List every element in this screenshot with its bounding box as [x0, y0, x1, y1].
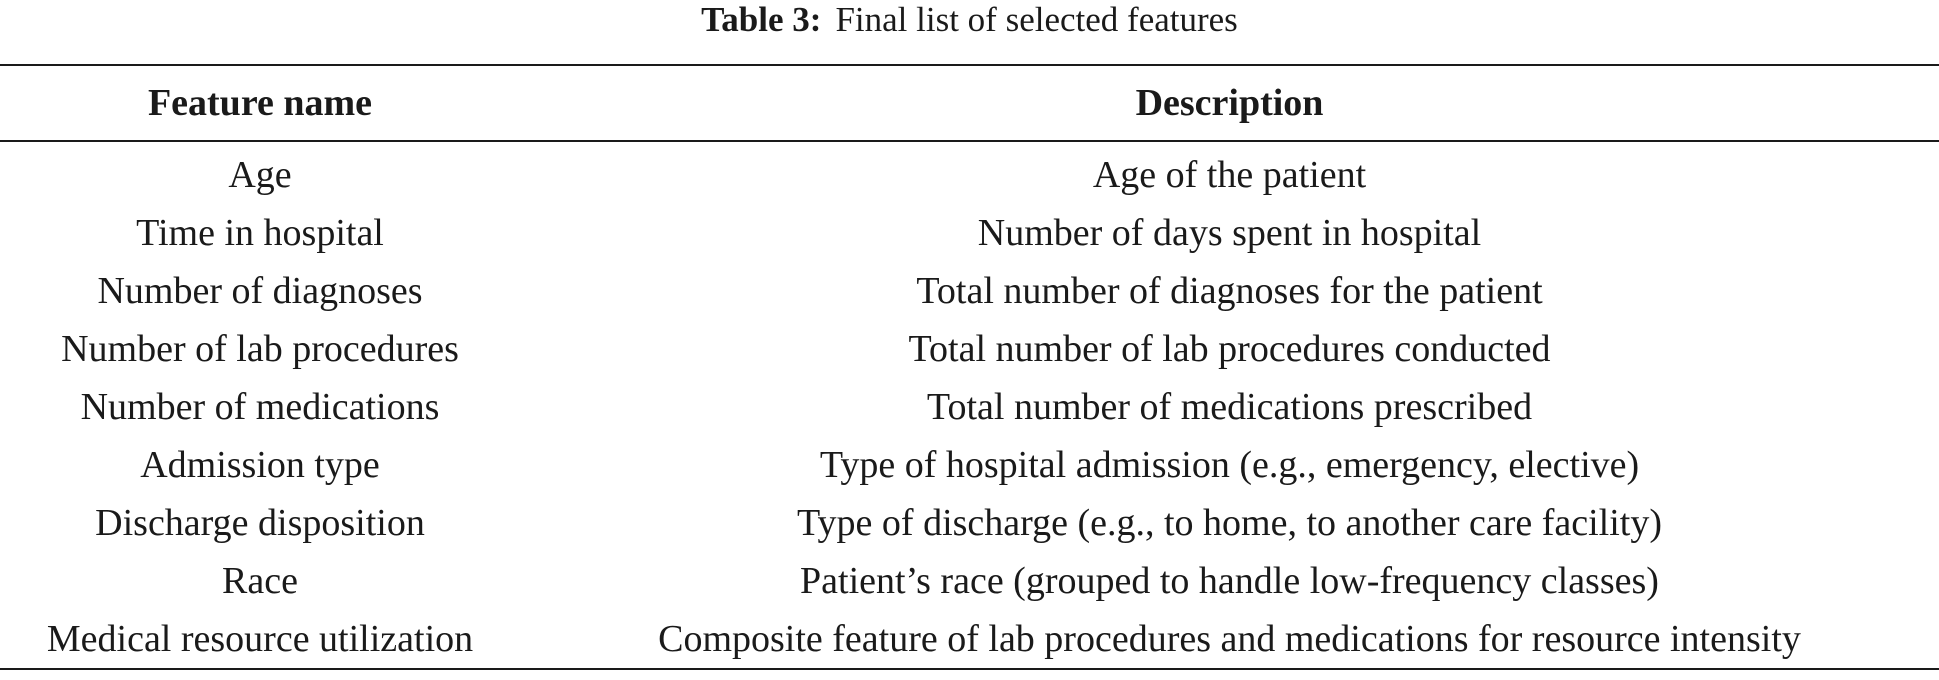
description-cell: Total number of diagnoses for the patient: [916, 270, 1543, 312]
header-row: [0, 65, 1939, 141]
table-row: [0, 378, 1939, 436]
table-row: [0, 320, 1939, 378]
table-row: [0, 204, 1939, 262]
caption-label: Table 3:: [701, 0, 822, 39]
feature-name-cell: Discharge disposition: [95, 502, 425, 544]
table-row: [0, 610, 1939, 669]
feature-name-cell: Medical resource utilization: [46, 618, 474, 660]
feature-name-cell: Admission type: [140, 444, 380, 486]
description-cell: Patient’s race (grouped to handle low-frequency classes): [800, 560, 1659, 602]
feature-name-cell: Number of medications: [80, 386, 440, 428]
description-cell: Number of days spent in hospital: [977, 212, 1482, 254]
table-row: [0, 494, 1939, 552]
feature-name-cell: Number of diagnoses: [97, 270, 423, 312]
description-cell: Composite feature of lab procedures and medications for resource intensity: [658, 618, 1801, 660]
caption-text: Final list of selected features: [835, 0, 1238, 39]
feature-name-cell: Time in hospital: [136, 212, 384, 254]
description-cell: Type of discharge (e.g., to home, to another care facility): [796, 502, 1663, 544]
table-caption: [0, 0, 1939, 46]
feature-name-cell: Race: [222, 560, 298, 602]
table-row: [0, 436, 1939, 494]
feature-name-cell: Number of lab procedures: [61, 328, 459, 370]
features-table: [0, 64, 1939, 670]
header-feature-name: Feature name: [0, 65, 520, 141]
feature-name-cell: Age: [228, 154, 292, 196]
table-row: [0, 141, 1939, 204]
description-cell: Type of hospital admission (e.g., emergency, elective): [819, 444, 1640, 486]
description-cell: Total number of lab procedures conducted: [908, 328, 1551, 370]
table-row: [0, 262, 1939, 320]
table-row: [0, 552, 1939, 610]
description-cell: Age of the patient: [1092, 154, 1367, 196]
header-description: Description: [520, 65, 1939, 141]
description-cell: Total number of medications prescribed: [926, 386, 1533, 428]
